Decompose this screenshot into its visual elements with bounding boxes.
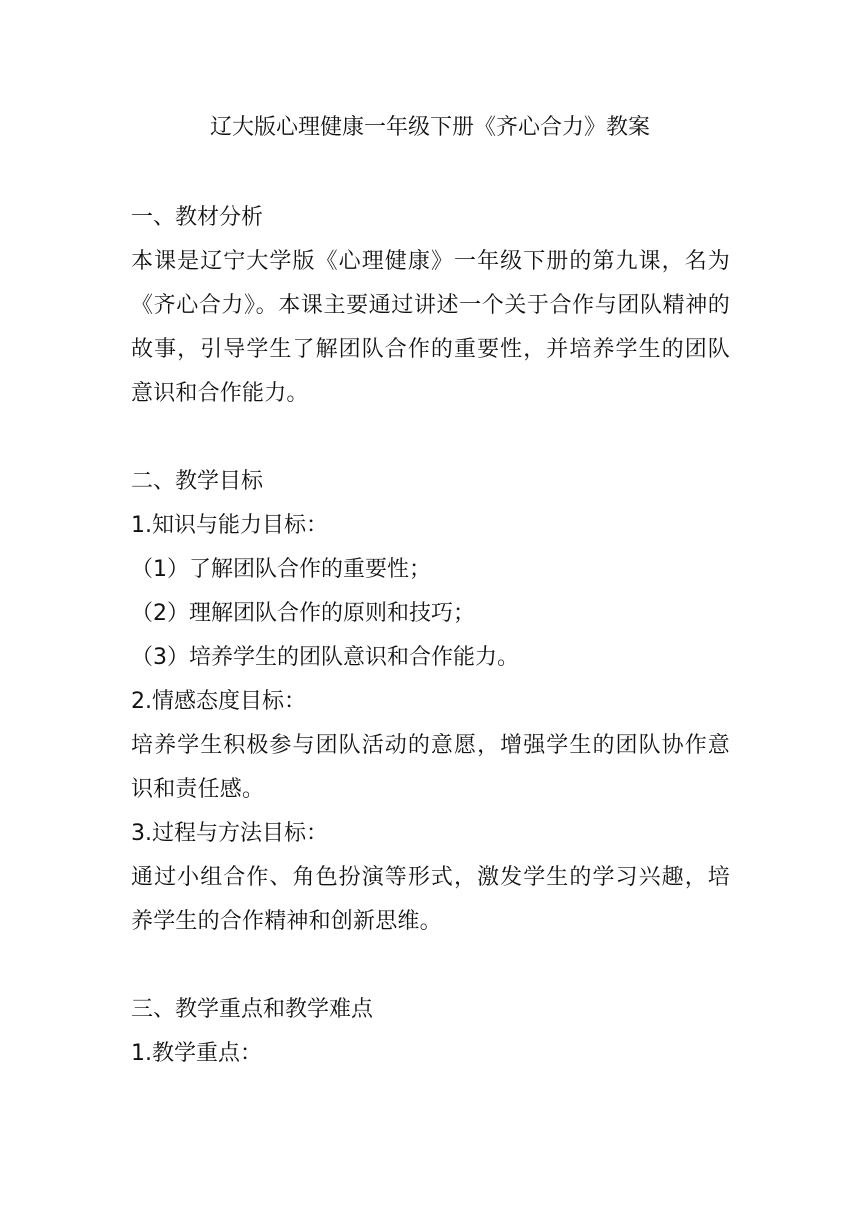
document-body: [131, 196, 730, 1076]
objective-knowledge-item: （2）理解团队合作的原则和技巧；: [131, 601, 475, 626]
section-spacer: [131, 944, 730, 988]
section-heading-objectives: 二、教学目标: [131, 469, 264, 494]
section-heading-materials: 一、教材分析: [131, 205, 264, 230]
section-spacer: [131, 416, 730, 460]
materials-analysis-paragraph: 本课是辽宁大学版《心理健康》一年级下册的第九课，名为《齐心合力》。本课主要通过讲述一个关于合作与团队精神的故事，引导学生了解团队合作的重要性，并培养学生的团队意识和合作能力。: [131, 249, 730, 406]
objective-knowledge-item: （3）培养学生的团队意识和合作能力。: [131, 645, 519, 670]
section-heading-key-points: 三、教学重点和教学难点: [131, 997, 374, 1022]
document-title: 辽大版心理健康一年级下册《齐心合力》教案: [209, 115, 650, 140]
objective-knowledge-title: 1.知识与能力目标：: [131, 513, 328, 538]
objective-knowledge-item: （1）了解团队合作的重要性；: [131, 557, 431, 582]
objective-emotion-title: 2.情感态度目标：: [131, 689, 306, 714]
objective-process-paragraph: 通过小组合作、角色扮演等形式，激发学生的学习兴趣，培养学生的合作精神和创新思维。: [131, 865, 730, 934]
objective-emotion-paragraph: 培养学生积极参与团队活动的意愿，增强学生的团队协作意识和责任感。: [131, 733, 730, 802]
objective-process-title: 3.过程与方法目标：: [131, 821, 328, 846]
key-point-title: 1.教学重点：: [131, 1041, 262, 1066]
